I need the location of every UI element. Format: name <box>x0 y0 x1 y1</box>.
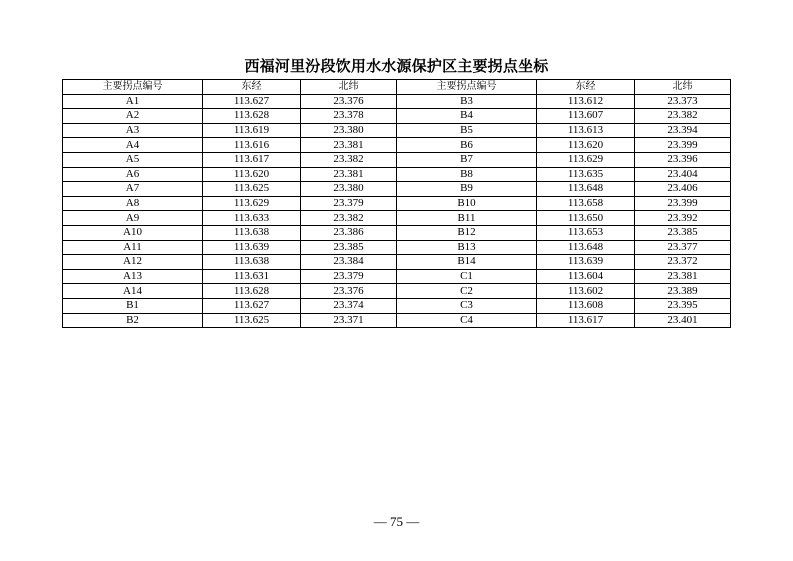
longitude-cell: 113.627 <box>203 298 301 313</box>
point-id-cell: B1 <box>63 298 203 313</box>
longitude-cell: 113.633 <box>203 211 301 226</box>
table-body <box>63 94 731 328</box>
latitude-cell: 23.380 <box>301 123 397 138</box>
point-id-cell: B2 <box>63 313 203 328</box>
longitude-cell: 113.617 <box>203 152 301 167</box>
latitude-cell: 23.406 <box>635 182 731 197</box>
point-id-cell: C4 <box>397 313 537 328</box>
longitude-cell: 113.617 <box>537 313 635 328</box>
longitude-cell: 113.635 <box>537 167 635 182</box>
point-id-cell: B3 <box>397 94 537 109</box>
longitude-cell: 113.625 <box>203 313 301 328</box>
point-id-cell: A14 <box>63 284 203 299</box>
point-id-cell: A13 <box>63 269 203 284</box>
longitude-cell: 113.648 <box>537 182 635 197</box>
table-row <box>63 240 731 255</box>
latitude-cell: 23.389 <box>635 284 731 299</box>
latitude-cell: 23.384 <box>301 255 397 270</box>
point-id-cell: A2 <box>63 109 203 124</box>
longitude-cell: 113.639 <box>537 255 635 270</box>
latitude-cell: 23.373 <box>635 94 731 109</box>
latitude-cell: 23.386 <box>301 225 397 240</box>
longitude-cell: 113.638 <box>203 255 301 270</box>
point-id-cell: B6 <box>397 138 537 153</box>
longitude-cell: 113.648 <box>537 240 635 255</box>
point-id-cell: B8 <box>397 167 537 182</box>
point-id-cell: A9 <box>63 211 203 226</box>
latitude-cell: 23.399 <box>635 196 731 211</box>
table-row <box>63 167 731 182</box>
table-row <box>63 269 731 284</box>
latitude-cell: 23.371 <box>301 313 397 328</box>
latitude-cell: 23.401 <box>635 313 731 328</box>
coordinates-table <box>62 79 731 328</box>
table-row <box>63 313 731 328</box>
table-row <box>63 182 731 197</box>
table-row <box>63 152 731 167</box>
point-id-cell: C2 <box>397 284 537 299</box>
latitude-cell: 23.381 <box>301 167 397 182</box>
longitude-cell: 113.631 <box>203 269 301 284</box>
table-row <box>63 211 731 226</box>
point-id-cell: A8 <box>63 196 203 211</box>
longitude-cell: 113.653 <box>537 225 635 240</box>
table-row <box>63 109 731 124</box>
longitude-cell: 113.607 <box>537 109 635 124</box>
column-header-latitude: 北纬 <box>301 80 397 95</box>
latitude-cell: 23.376 <box>301 284 397 299</box>
latitude-cell: 23.381 <box>635 269 731 284</box>
longitude-cell: 113.628 <box>203 109 301 124</box>
point-id-cell: A7 <box>63 182 203 197</box>
latitude-cell: 23.378 <box>301 109 397 124</box>
latitude-cell: 23.395 <box>635 298 731 313</box>
longitude-cell: 113.612 <box>537 94 635 109</box>
point-id-cell: B9 <box>397 182 537 197</box>
table-row <box>63 138 731 153</box>
latitude-cell: 23.376 <box>301 94 397 109</box>
latitude-cell: 23.394 <box>635 123 731 138</box>
latitude-cell: 23.385 <box>635 225 731 240</box>
longitude-cell: 113.638 <box>203 225 301 240</box>
latitude-cell: 23.382 <box>301 211 397 226</box>
longitude-cell: 113.629 <box>537 152 635 167</box>
column-header-longitude: 东经 <box>537 80 635 95</box>
point-id-cell: A6 <box>63 167 203 182</box>
point-id-cell: A12 <box>63 255 203 270</box>
longitude-cell: 113.616 <box>203 138 301 153</box>
latitude-cell: 23.382 <box>635 109 731 124</box>
column-header-point-id: 主要拐点编号 <box>63 80 203 95</box>
column-header-point-id: 主要拐点编号 <box>397 80 537 95</box>
longitude-cell: 113.629 <box>203 196 301 211</box>
point-id-cell: B10 <box>397 196 537 211</box>
point-id-cell: A4 <box>63 138 203 153</box>
table-row <box>63 298 731 313</box>
longitude-cell: 113.608 <box>537 298 635 313</box>
point-id-cell: B5 <box>397 123 537 138</box>
longitude-cell: 113.625 <box>203 182 301 197</box>
latitude-cell: 23.385 <box>301 240 397 255</box>
point-id-cell: B7 <box>397 152 537 167</box>
longitude-cell: 113.650 <box>537 211 635 226</box>
latitude-cell: 23.380 <box>301 182 397 197</box>
latitude-cell: 23.382 <box>301 152 397 167</box>
point-id-cell: A11 <box>63 240 203 255</box>
table-row <box>63 255 731 270</box>
point-id-cell: B13 <box>397 240 537 255</box>
latitude-cell: 23.374 <box>301 298 397 313</box>
point-id-cell: A5 <box>63 152 203 167</box>
latitude-cell: 23.396 <box>635 152 731 167</box>
column-header-longitude: 东经 <box>203 80 301 95</box>
longitude-cell: 113.602 <box>537 284 635 299</box>
point-id-cell: B14 <box>397 255 537 270</box>
table-header-row <box>63 80 731 95</box>
longitude-cell: 113.658 <box>537 196 635 211</box>
latitude-cell: 23.379 <box>301 269 397 284</box>
longitude-cell: 113.627 <box>203 94 301 109</box>
latitude-cell: 23.377 <box>635 240 731 255</box>
longitude-cell: 113.628 <box>203 284 301 299</box>
point-id-cell: C3 <box>397 298 537 313</box>
latitude-cell: 23.392 <box>635 211 731 226</box>
page-number: — 75 — <box>373 514 420 529</box>
longitude-cell: 113.604 <box>537 269 635 284</box>
column-header-latitude: 北纬 <box>635 80 731 95</box>
point-id-cell: B11 <box>397 211 537 226</box>
table-row <box>63 94 731 109</box>
longitude-cell: 113.620 <box>537 138 635 153</box>
point-id-cell: C1 <box>397 269 537 284</box>
longitude-cell: 113.619 <box>203 123 301 138</box>
latitude-cell: 23.399 <box>635 138 731 153</box>
table-row <box>63 284 731 299</box>
latitude-cell: 23.372 <box>635 255 731 270</box>
point-id-cell: A10 <box>63 225 203 240</box>
latitude-cell: 23.404 <box>635 167 731 182</box>
table-row <box>63 196 731 211</box>
table-row <box>63 225 731 240</box>
point-id-cell: B12 <box>397 225 537 240</box>
latitude-cell: 23.379 <box>301 196 397 211</box>
point-id-cell: A1 <box>63 94 203 109</box>
point-id-cell: B4 <box>397 109 537 124</box>
longitude-cell: 113.613 <box>537 123 635 138</box>
longitude-cell: 113.620 <box>203 167 301 182</box>
point-id-cell: A3 <box>63 123 203 138</box>
longitude-cell: 113.639 <box>203 240 301 255</box>
latitude-cell: 23.381 <box>301 138 397 153</box>
page-title: 西福河里汾段饮用水水源保护区主要拐点坐标 <box>244 57 549 75</box>
table-row <box>63 123 731 138</box>
